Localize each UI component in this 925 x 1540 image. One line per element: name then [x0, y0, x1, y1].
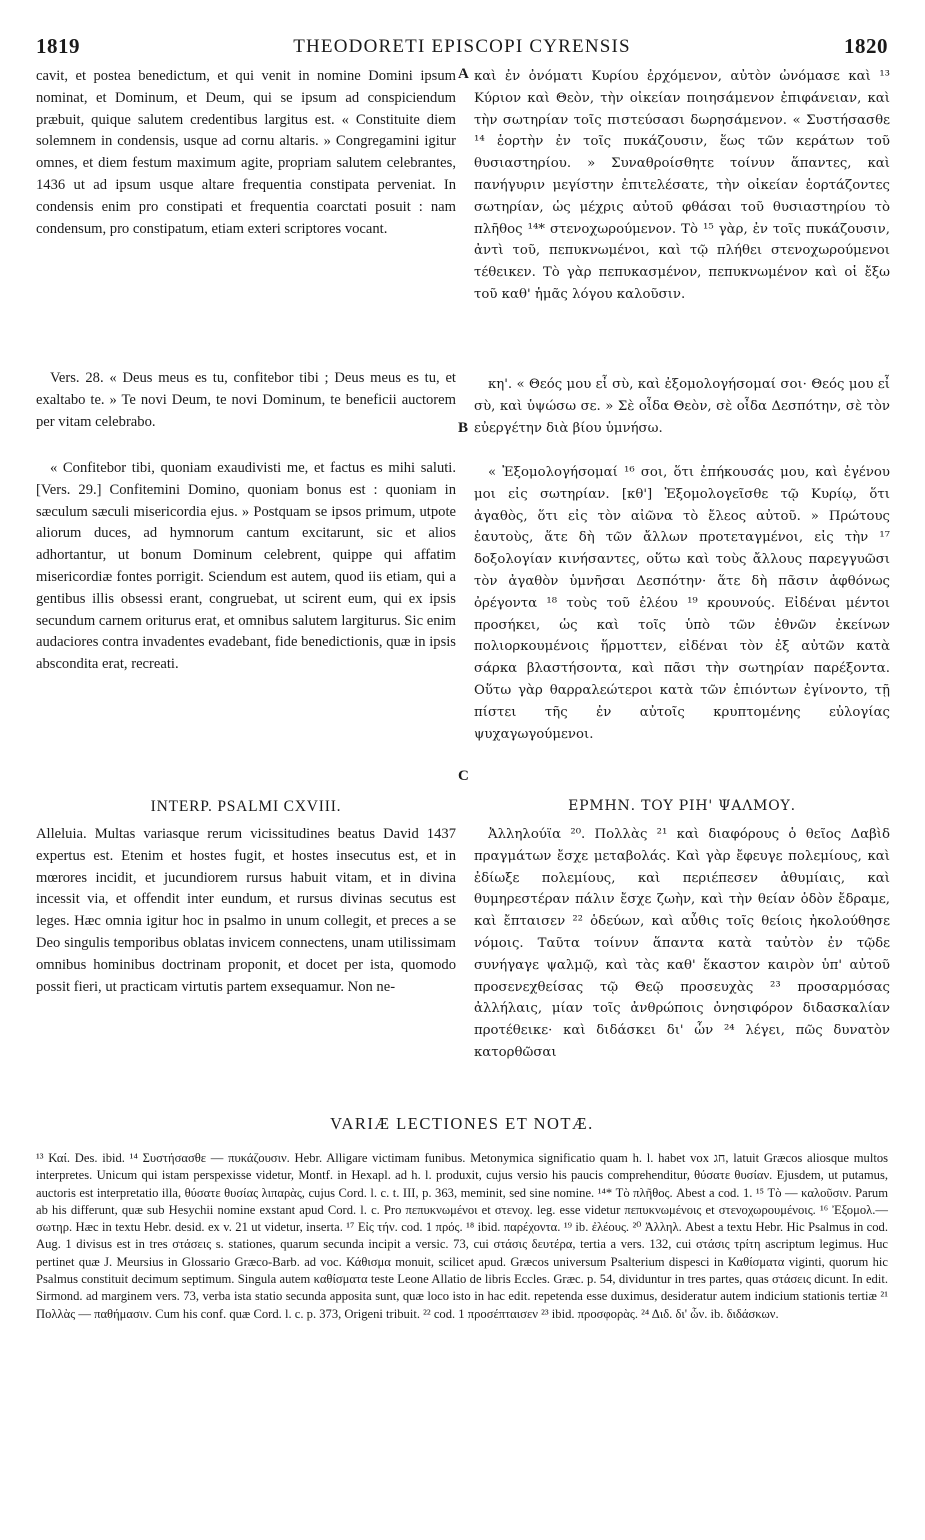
latin-section-title: INTERP. PSALMI CXVIII. [150, 798, 342, 815]
notes-title: VARIÆ LECTIONES ET NOTÆ. [330, 1114, 594, 1133]
page-number-right: 1820 [844, 34, 888, 58]
greek-paragraph-2: κη'. « Θεός μου εἶ σὺ, καὶ ἐξομολογήσομαί σοι· Θεός μου εἶ σὺ, καὶ ὑψώσω σε. » Σὲ οἶδα Θεὸν, σὲ οἶδα Δεσπότην, σὲ τὸν εὐεργέτην διὰ βίου ὑμνήσω. [474, 377, 890, 436]
margin-letter-a: A [458, 66, 469, 82]
margin-letter-b: B [458, 420, 469, 436]
notes-text: ¹³ Καί. Des. ibid. ¹⁴ Συστήσασθε — πυκάζουσιν. Hebr. Alligare victimam funibus. Metonymica significatio quam h. l. habet vox חג, latuit Græcos aliosque multos interpretes. Unicum qui istam perspexisse videtur, Montf. in Hexapl. ad h. l. produxit, cujus versio his paucis comprehenditur, θύσατε θυσίαν. Ejusdem, ut putamus, auctoris est interpretatio illa, θύσατε θυσίας λιπαρὰς, cujus Cord. l. c. t. III, p. 363, meminit, sed sine nomine. ¹⁴* Τὸ πλῆθος. Abest a cod. 1. ¹⁵ Τὸ — καλοῦσιν. Parum ab his differunt, quæ sub Hesychii nomine exstant apud Cord. l. c. Pro πεπυκνωμένοι et στενοχ. leg. esse videtur πεπυκνωμένοις et στενοχωρουμένοις. ¹⁶ Ἐξομολ.—σωτηρ. Hæc in textu Hebr. desid. ex v. 21 ut videtur, inserta. ¹⁷ Εἰς τήν. cod. 1 πρός. ¹⁸ ibid. παρέχοντα. ¹⁹ ib. ἐλέους. ²⁰ Ἀλληλ. Abest a textu Hebr. Hic Psalmus in cod. Aug. 1 divisus est in tres στάσεις s. stationes, quarum secunda incipit a versic. 73, cui στάσις δευτέρα, tertia a vers. 132, cui στάσις τρίτη ascriptum legimus. Huc pertinet quæ J. Meursius in Glossario Græco-Barb. ad voc. Κάθισμα monuit, scilicet apud. Græcos universum Psalterium dispesci in Καθίσματα viginti, quorum hic Psalmus constituit decimum septimum. Singula autem καθίσματα teste Leone Allatio de libris Eccles. Græc. p. 54, dividuntur in tres partes, quas στάσεις dicunt. In edit. Sirmond. ad marginem vers. 73, verba ista statio secunda apposita sunt, quæ loco isto in hac edit. repetenda esse duximus, desideratur autem indicium stationis tertiæ ²¹ Πολλὰς — παθήμασιν. Cum his conf. quæ Cord. l. c. p. 373, Origeni tribuit. ²² cod. 1 προσέπταισεν ²³ ibid. προσφορὰς. ²⁴ Διδ. δι' ὧν. ib. διδάσκων. [36, 1151, 889, 1321]
greek-paragraph-3: « Ἐξομολογήσομαί ¹⁶ σοι, ὅτι ἐπήκουσάς μου, καὶ ἐγένου μοι εἰς σωτηρίαν. [κθ'] Ἐξομολογεῖσθε τῷ Κυρίῳ, ὅτι ἀγαθὸς, ὅτι εἰς τὸν αἰῶνα τὸ ἔλεος αὐτοῦ. » Πρώτους ἑαυτοὺς, ἅτε δὴ τῶν ἄλλων προτεταγμένοι, εἰς τὴν ¹⁷ δοξολογίαν κινήσαντες, οὕτω καὶ τοὺς ἄλλους παρεγγυῶσι τὸν ἀγαθὸν ὑμνῆσαι Δεσπότην· ἅτε δὴ πᾶσιν ἀφθόνως ὀρέγοντα ¹⁸ τοὺς τοῦ ἐλέου ¹⁹ κρουνούς. Εἰδέναι μέντοι προσήκει, ὡς καὶ τοῖς ὑπὸ τῶν ἐθνῶν ἐκείνων πολιορκουμένοις ἥρμοττεν, εἰδέναι τὸν ἐξ αὐτῶν κατὰ σάρκα βλαστήσοντα, καὶ πᾶσι τὴν σωτηρίαν παρέξοντα. Οὕτω γὰρ θαρραλεώτεροι κατὰ τῶν ἐπιόντων ἐγίνοντο, τῇ πίστει τῆς ἐν αὐτοῖς κρυπτομένης εὐλογίας ψυχαγωγούμενοι. [474, 465, 890, 742]
greek-paragraph-4: Ἀλληλούϊα ²⁰. Πολλὰς ²¹ καὶ διαφόρους ὁ θεῖος Δαβὶδ πραγμάτων ἔσχε μεταβολάς. Καὶ γὰρ ἔφευγε πολεμίους, καὶ ἐδίωξε πολεμίους, καὶ περιέπεσεν ἀθυμίαις, καὶ θυμηρεστέραν πάλιν ἔσχε ζωὴν, καὶ τὴν θείαν ὁδὸν ἔδραμε, καὶ ἔπταισεν ²² ὁδεύων, καὶ αὖθις τοῖς θείοις ἠκολούθησε νόμοις. Ταῦτα τοίνυν ἅπαντα κατὰ ταὐτὸν ἐν τῷδε συνήγαγε ψαλμῷ, καὶ τὰς καθ' ἕκαστον καιρὸν ὑπ' αὐτοῦ προσενεχθείσας τῷ Θεῷ προσευχὰς ²³ προσαρμόσας ἀλλήλαις, μίαν τοῖς ἀνθρώποις ὀνησιφόρον διδασκαλίαν προτέθεικε· καὶ διδάσκει δι' ὧν ²⁴ λέγει, πῶς δυνατὸν κατορθῶσαι [474, 827, 890, 1060]
page-number-left: 1819 [36, 34, 80, 58]
page-header [36, 34, 888, 64]
running-title: THEODORETI EPISCOPI CYRENSIS [293, 36, 631, 57]
latin-paragraph-3: « Confitebor tibi, quoniam exaudivisti me, et factus es mihi saluti. [Vers. 29.] Confitemini Domino, quoniam bonus est : quoniam in sæculum sæculi misericordia ejus. » Postquam se ipsos primum, utpote aliorum duces, ad hymnorum cantum excitarunt, sic et alios adhortantur, ut bonum Dominum celebrent, quippe qui affatim misericordiæ fontes porrigit. Sciendum est autem, quod iis etiam, qui a gentibus illis obsessi erant, congruebat, ut scirent eum, qui ex ipsis secundum carnem oriturus erat, et omnibus salutem largiturus. Sic enim audaciores contra invadentes evadebant, fide benedictionis, quæ in ipsis abscondita erat, recreati. [36, 460, 456, 673]
margin-letter-c: C [458, 768, 469, 784]
latin-paragraph-1: cavit, et postea benedictum, et qui venit in nomine Domini ipsum nominat, et Dominum, et Deum, qui se ipsum ad conspiciendum præbuit, quique salutem credentibus largitus est. « Constituite diem solemnem in condensis, usque ad cornu altaris. » Congregamini igitur omnes, et diem festum maximum agite, propriam salutem celebrantes, 1436 ut ad ipsum usque altare frequentia constipata perveniat. In condensis enim pro constipati et frequentia coarctati posuit : nam condensum, pro constipatum, etiam exteri scriptores vocant. [36, 68, 456, 237]
latin-paragraph-2: Vers. 28. « Deus meus es tu, confitebor tibi ; Deus meus es tu, et exaltabo te. » Te novi Deum, te novi Dominum, te beneficii auctorem per vitam celebrabo. [36, 370, 456, 430]
notes-block [36, 1150, 888, 1323]
greek-section-title: ΕΡΜΗΝ. ΤΟΥ ΡΙΗ' ΨΑΛΜΟΥ. [568, 798, 796, 814]
greek-paragraph-1: καὶ ἐν ὀνόματι Κυρίου ἐρχόμενον, αὐτὸν ὠνόμασε καὶ ¹³ Κύριον καὶ Θεὸν, τὴν οἰκείαν ποιησάμενον ἐπιφάνειαν, καὶ τὴν σωτηρίαν τοῖς πιστεύσασι δωρησάμενον. « Συστήσασθε ¹⁴ ἑορτὴν ἐν τοῖς πυκάζουσιν, ἕως τῶν κεράτων τοῦ θυσιαστηρίου. » Συναθροίσθητε τοίνυν ἅπαντες, καὶ πανήγυριν μεγίστην ἐπιτελέσατε, τὴν οἰκείαν ἑορτάζοντες σωτηρίαν, ὡς μέχρις αὐτοῦ φθάσαι τοῦ θυσιαστηρίου τὸ πλῆθος ¹⁴* στενοχωρούμενον. Τὸ ¹⁵ γὰρ, ἐν τοῖς πυκάζουσιν, ἀντὶ τοῦ, πεπυκνωμένοι, καὶ τῷ πλήθει στενοχωρούμενοι τέθεικεν. Τὸ γὰρ πεπυκασμένον, πεπυκνωμένον καὶ οἱ ἔξω τοῦ καθ' ἡμᾶς λόγου καλοῦσιν. [474, 69, 890, 302]
latin-paragraph-4: Alleluia. Multas variasque rerum vicissitudines beatus David 1437 expertus est. Etenim et hostes fugit, et hostes insecutus est, et in mœrores incidit, et jucundiorem rursus habuit vitam, et in divina incessit via, et offendit inter eundum, et rursus divinas secutus est leges. Hæc omnia igitur hoc in psalmo in unum collegit, et preces a se Deo singulis temporibus oblatas invicem connectens, unam utilissimam omnibus hominibus doctrinam proponit, et docet per ista, quomodo possit fieri, ut practicam virtutis partem exsequamur. Non ne- [36, 826, 456, 995]
